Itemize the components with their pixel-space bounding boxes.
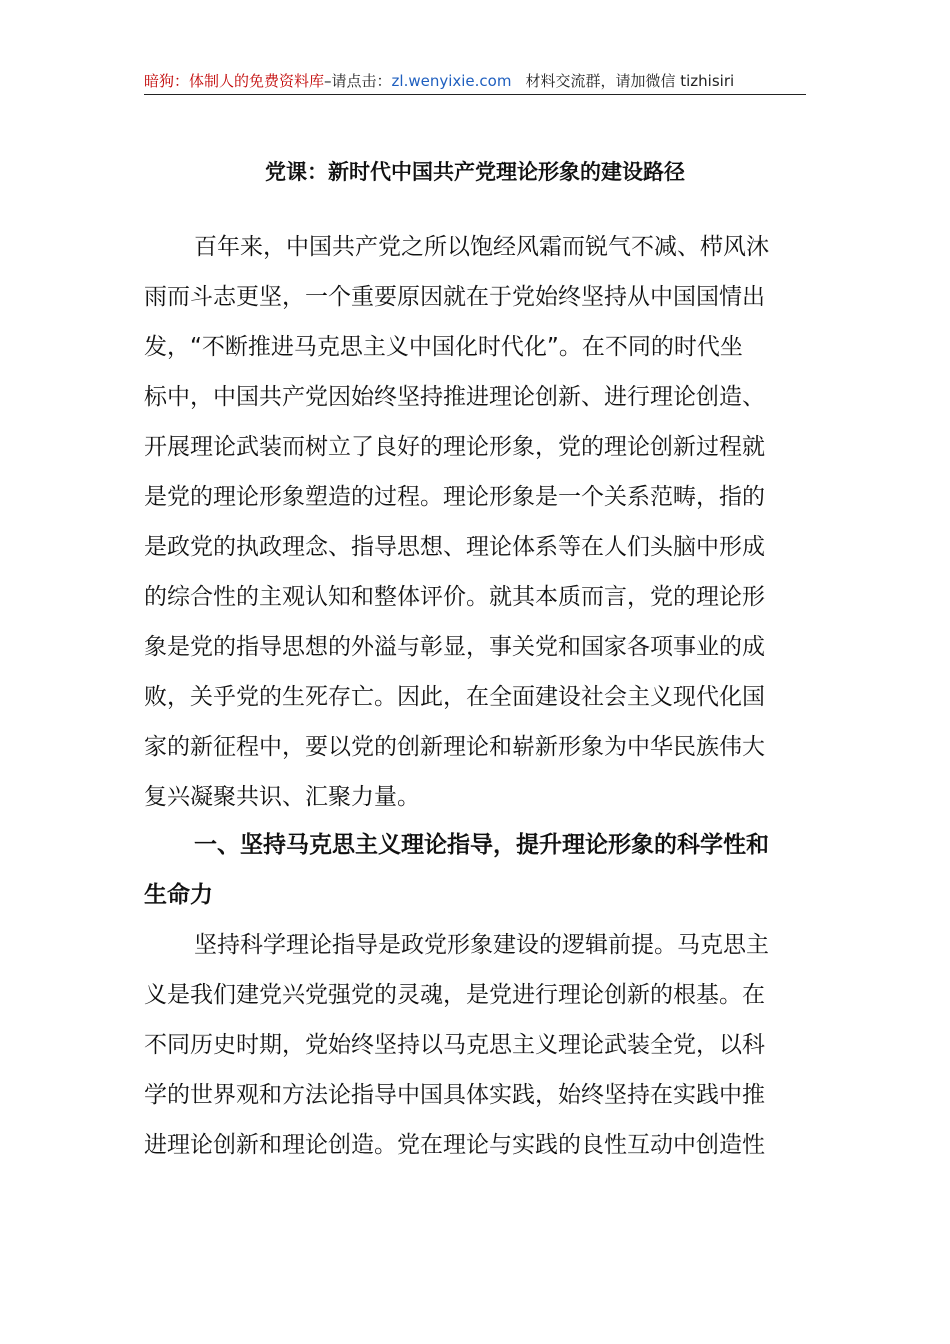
header-group-info: 材料交流群，请加微信 tizhisiri: [525, 72, 735, 90]
paragraph-line: 义是我们建党兴党强党的灵魂，是党进行理论创新的根基。在: [144, 982, 765, 1008]
paragraph-line: 家的新征程中，要以党的创新理论和崭新形象为中华民族伟大: [144, 734, 765, 760]
paragraph-line: 的综合性的主观认知和整体评价。就其本质而言，党的理论形: [144, 584, 765, 610]
paragraph-line: 学的世界观和方法论指导中国具体实践，始终坚持在实践中推: [144, 1082, 765, 1108]
paragraph-line: 是政党的执政理念、指导思想、理论体系等在人们头脑中形成: [144, 534, 765, 560]
heading-line: 一、坚持马克思主义理论指导，提升理论形象的科学性和: [194, 832, 769, 858]
paragraph-2: [144, 920, 806, 1170]
paragraph-line: 开展理论武装而树立了良好的理论形象，党的理论创新过程就: [144, 434, 765, 460]
paragraph-line: 不同历史时期，党始终坚持以马克思主义理论武装全党，以科: [144, 1032, 765, 1058]
page-header: [144, 68, 806, 95]
paragraph-line: 象是党的指导思想的外溢与彰显，事关党和国家各项事业的成: [144, 634, 765, 660]
paragraph-line: 复兴凝聚共识、汇聚力量。: [144, 784, 420, 810]
header-brand: 暗狗：体制人的免费资料库: [144, 72, 325, 90]
heading-line: 生命力: [144, 882, 213, 908]
paragraph-line: 坚持科学理论指导是政党形象建设的逻辑前提。马克思主: [194, 932, 769, 958]
paragraph-line: 雨而斗志更坚，一个重要原因就在于党始终坚持从中国国情出: [144, 284, 765, 310]
header-prefix: –请点击：: [324, 72, 392, 90]
paragraph-line: 发，“不断推进马克思主义中国化时代化”。在不同的时代坐: [144, 334, 743, 360]
paragraph-1: [144, 222, 806, 822]
section-1-heading: [144, 820, 806, 920]
paragraph-line: 是党的理论形象塑造的过程。理论形象是一个关系范畴，指的: [144, 484, 765, 510]
paragraph-line: 标中，中国共产党因始终坚持推进理论创新、进行理论创造、: [144, 384, 765, 410]
document-title: 党课：新时代中国共产党理论形象的建设路径: [265, 160, 685, 184]
paragraph-line: 败，关乎党的生死存亡。因此，在全面建设社会主义现代化国: [144, 684, 765, 710]
header-link[interactable]: zl.wenyixie.com: [391, 72, 512, 90]
paragraph-line: 进理论创新和理论创造。党在理论与实践的良性互动中创造性: [144, 1132, 765, 1158]
paragraph-line: 百年来，中国共产党之所以饱经风霜而锐气不减、栉风沐: [194, 234, 769, 260]
